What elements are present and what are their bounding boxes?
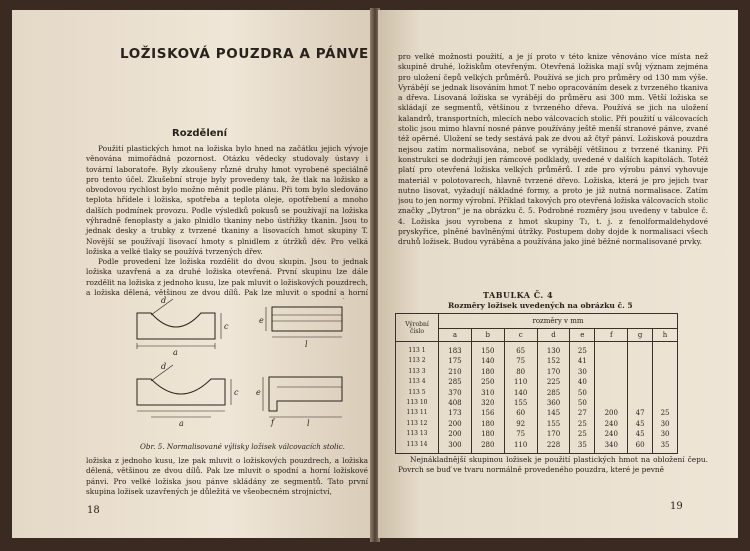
cell-e: 25 [570,429,595,439]
cell-a: 210 [439,367,472,377]
cell-d: 225 [537,377,570,387]
cell-f [595,388,628,398]
column-header-a: a [439,329,472,342]
bearing-shell-bottom [137,379,225,405]
cell-h [653,356,678,366]
dimensions-table [395,313,678,454]
cell-f [595,367,628,377]
table-row [396,342,678,357]
cell-c: 65 [504,342,537,357]
cell-h [653,367,678,377]
cell-id: 113 3 [396,367,439,377]
cell-b: 180 [471,419,504,429]
cell-f [595,342,628,357]
cell-b: 140 [471,356,504,366]
cell-d: 360 [537,398,570,408]
cell-h [653,388,678,398]
cell-id: 113 1 [396,342,439,357]
column-header-h: h [653,329,678,342]
column-group-header: rozměry v mm [439,314,678,329]
cell-d: 170 [537,429,570,439]
cell-h [653,398,678,408]
column-header-b: b [471,329,504,342]
figure-caption: Obr. 5. Normalisované výlisky ložisek válcovacích stolic. [140,442,345,451]
cell-g: 60 [628,440,653,454]
dim-label: f [271,418,274,427]
cell-d: 130 [537,342,570,357]
cell-g [628,367,653,377]
column-header-g: g [628,329,653,342]
cell-c: 92 [504,419,537,429]
cell-e: 41 [570,356,595,366]
dim-label: c [224,322,229,331]
cell-d: 285 [537,388,570,398]
cell-e: 40 [570,377,595,387]
cell-id: 113 4 [396,377,439,387]
cell-f [595,356,628,366]
cell-c: 60 [504,408,537,418]
section-heading: Rozdělení [172,128,228,139]
cell-b: 250 [471,377,504,387]
cell-g [628,377,653,387]
cell-c: 75 [504,356,537,366]
cell-c: 110 [504,440,537,454]
cell-h: 30 [653,429,678,439]
cell-g: 45 [628,419,653,429]
cell-id: 113 10 [396,398,439,408]
cell-e: 50 [570,388,595,398]
table-subtitle: Rozměry ložisek uvedených na obrázku č. 5 [448,301,633,310]
cell-c: 140 [504,388,537,398]
cell-id: 113 5 [396,388,439,398]
cell-h: 30 [653,419,678,429]
cell-g [628,398,653,408]
column-header-f: f [595,329,628,342]
cell-a: 285 [439,377,472,387]
column-header-id: Výrobní číslo [396,314,439,342]
cell-g [628,342,653,357]
cell-g: 45 [628,429,653,439]
cell-b: 310 [471,388,504,398]
cell-d: 155 [537,419,570,429]
table-row [396,377,678,387]
bearing-figure [127,295,357,440]
table-row [396,388,678,398]
cell-c: 80 [504,367,537,377]
cell-a: 175 [439,356,472,366]
cell-c: 155 [504,398,537,408]
cell-b: 156 [471,408,504,418]
table-row [396,440,678,454]
paragraph-division: Podle provedení lze ložiska rozdělit do dvou skupin. Jsou to jednak ložiska uzavřená a za druhé ložiska otevřená. První skupinu lze dále rozdělit na ložiska z jednoho kusu, lze pak mluvit o ložiskových pouzdrech, a ložiska dělená, většinou ze dvou dílů. Pak lze mluvit o spodní a horní [86,257,368,297]
cell-h: 25 [653,408,678,418]
cell-d: 152 [537,356,570,366]
cell-id: 113 2 [396,356,439,366]
dim-label: l [307,419,310,428]
bearing-side-top [272,307,342,331]
dim-label: e [259,316,264,325]
table-title: TABULKA Č. 4 [483,290,554,300]
table-row [396,429,678,439]
cell-a: 408 [439,398,472,408]
bearing-shell-top [137,313,215,339]
cell-d: 145 [537,408,570,418]
cell-d: 228 [537,440,570,454]
cell-e: 35 [570,440,595,454]
table-row [396,356,678,366]
dim-label: e [256,388,261,397]
cell-f [595,398,628,408]
cell-a: 173 [439,408,472,418]
bearing-side-bottom [269,377,342,411]
cell-g [628,356,653,366]
table-body [396,342,678,454]
page-number-left: 18 [87,505,100,516]
cell-a: 183 [439,342,472,357]
cell-b: 280 [471,440,504,454]
cell-b: 180 [471,429,504,439]
cell-a: 200 [439,419,472,429]
cell-f: 340 [595,440,628,454]
cell-id: 113 12 [396,419,439,429]
column-header-c: c [504,329,537,342]
cell-id: 113 13 [396,429,439,439]
cell-e: 30 [570,367,595,377]
right-page [378,10,738,538]
cell-e: 50 [570,398,595,408]
dim-label: d [161,362,167,371]
cell-h: 35 [653,440,678,454]
cell-e: 25 [570,419,595,429]
cell-h [653,342,678,357]
cell-id: 113 14 [396,440,439,454]
cell-c: 110 [504,377,537,387]
cell-e: 27 [570,408,595,418]
table-row [396,367,678,377]
cell-id: 113 11 [396,408,439,418]
cell-a: 200 [439,429,472,439]
table-row [396,408,678,418]
paragraph-open-bearings: pro velké možnosti použití, a je jí proto v této knize věnováno více místa než skupině druhé, ložiskům otevřeným. Otevřená ložiska mají svůj význam zejména pro uložení čepů velkých průměrů. Používá se jich pro průměry od 130 mm výše. Vyrábějí se jednak lisováním hmot T nebo opracováním desek z tvrzeného tkaniva a dřeva. Lisovaná ložiska se vyrábějí do průměru asi 300 mm. Větší ložiska se skládají ze segmentů, většinou z tvrzeného dřeva. Používá se jich na uložení kalandrů, transportních, mlecích nebo válcovacích stolic. Při použití u válcovacích stolic jsou mimo hlavní nosné pánve používány ještě menší stranové pánve, zvané též opěrné. Uložení se tedy sestává pak ze dvou až čtyř pánví. Ložisková pouzdra nejsou zatím normalisována, neboť se vyrábějí většinou z tvrzené tkaniny. Při konstrukci se dodržují jen rámcové podklady, uvedené v dalších kapitolách. Totéž platí pro otevřená ložiska velkých průměrů. I zde pro výrobu pánví vyhovuje materiál v polotovarech, hlavně tvrzené dřevo. Ložiska, která je pro jejich tvar nutno lisovat, vyžadují nákladné formy, a proto je již nutná normalisace. Zatím jsou to jen normy výrobní. Příklad takových pro otevřená ložiska válcovacích stolic značky „Dytron“ je na obrázku č. 5. Podrobné rozměry jsou uvedeny v tabulce č. 4. Ložiska jsou vyrobena z hmot skupiny T₂, t. j. z fenolformaldehydové pryskyřice, plněné bavlněnými útržky. Postupem doby dojde k normalisaci všech druhů ložisek. Budou vyráběna a používána jako jiné běžné normalisované prvky. [398,52,708,247]
cell-d: 170 [537,367,570,377]
left-page [12,10,372,538]
cell-b: 320 [471,398,504,408]
table-row [396,398,678,408]
column-header-e: e [570,329,595,342]
column-header-d: d [537,329,570,342]
cell-a: 300 [439,440,472,454]
paragraph-linings: Nejnákladnější skupinou ložisek je použití plastických hmot na obložení čepu. Povrch se buď ve tvaru normálně provedeného pouzdra, které je pevně [398,455,708,475]
cell-f: 240 [595,429,628,439]
cell-g [628,388,653,398]
paragraph-division-text: ložiska z jednoho kusu, lze pak mluvit o ložiskových pouzdrech, a ložiska dělená, většinou ze dvou dílů. Pak lze mluvit o spodní a horní ložiskové pánvi. Pro velké ložiska jsou pánve skládány ze segmentů. Tato první skupina ložisek uzavřených je důležitá ve všeobecném strojnictví, [86,456,368,496]
dim-label: l [305,340,308,349]
cell-c: 75 [504,429,537,439]
cell-b: 180 [471,367,504,377]
cell-a: 370 [439,388,472,398]
table-row [396,419,678,429]
dim-label: c [234,388,239,397]
cell-f [595,377,628,387]
dim-label: d [161,296,167,305]
page-title: LOŽISKOVÁ POUZDRA A PÁNVE [120,46,369,62]
page-number-right: 19 [670,501,683,512]
dim-label: a [173,348,178,357]
paragraph-division-cont [86,456,368,498]
paragraph-intro: Použití plastických hmot na ložiska bylo hned na začátku jejich vývoje věnována mimořádná pozornost. Otázku vědecky studovaly ústavy i tovární laboratoře. Byly zkoušeny různé druhy hmot vyrobené speciálně pro tento účel. Zkušební stroje byly provedeny tak, že tlak na ložisko a obvodovou rychlost bylo možno měnit podle plánu. Při tom bylo sledováno teplota hřídele i ložiska, spotřeba a teplota oleje, opotřebení a mnoho dalších podmínek provozu. Podle výsledků pokusů se používají na ložiska výhradně fenoplasty a jako plnidlo tkaniny nebo ústřižky tkanin. Jsou to jednak desky a trubky z tvrzené tkaniny a lisovacích hmot skupiny T. Novější se používají lisovací hmoty s plnidlem z útržků děv. Pro velká ložiska a velké tlaky se používá tvrzených dřev. [86,144,368,256]
cell-g: 47 [628,408,653,418]
cell-h [653,377,678,387]
cell-f: 240 [595,419,628,429]
cell-e: 25 [570,342,595,357]
dim-label: a [179,419,184,428]
cell-b: 150 [471,342,504,357]
cell-f: 200 [595,408,628,418]
